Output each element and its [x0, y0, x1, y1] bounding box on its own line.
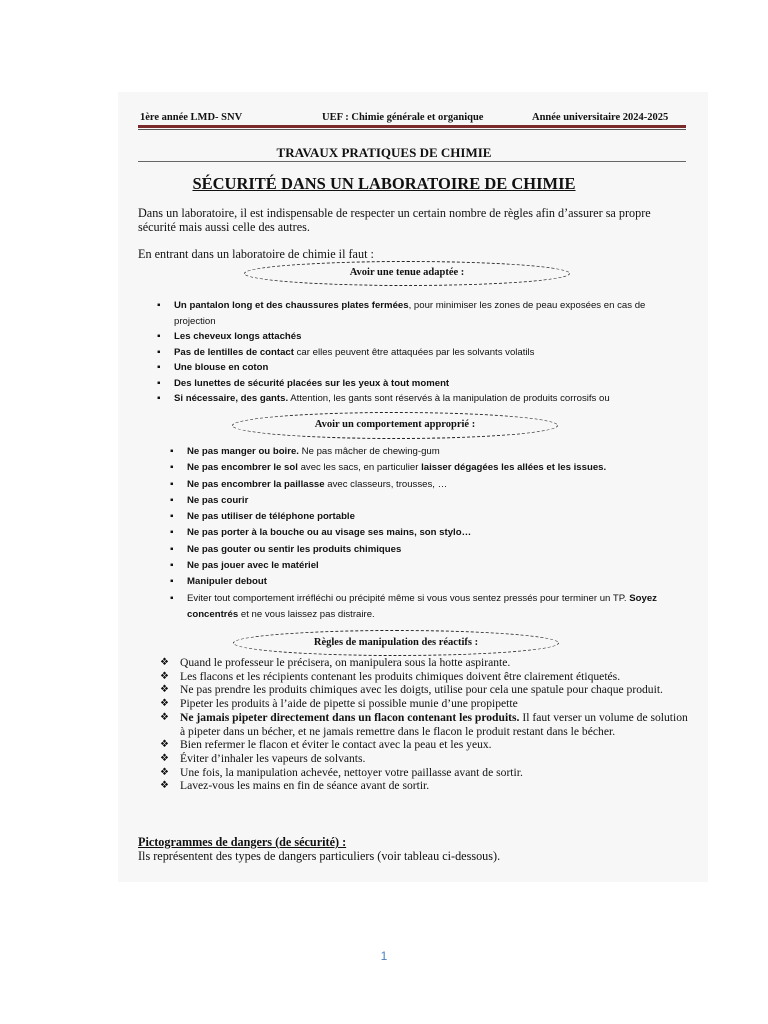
comportement-list [170, 444, 680, 623]
intro-sentence: En entrant dans un laboratoire de chimie il faut : [138, 247, 374, 261]
list-item-text: Bien refermer le flacon et éviter le contact avec la peau et les yeux. [180, 738, 492, 752]
list-item-bold: Ne pas encombrer la paillasse [187, 478, 325, 490]
list-item-bold: Ne jamais pipeter directement dans un flacon contenant les produits. [180, 710, 520, 724]
list-item-text: avec les sacs, en particulier [297, 462, 422, 474]
list-item-bold: Une blouse en coton [174, 362, 269, 373]
list-item [160, 711, 688, 738]
list-item [170, 493, 680, 509]
header-rule [138, 125, 686, 128]
list-item [157, 298, 677, 329]
list-item [157, 345, 677, 361]
list-item [160, 656, 688, 670]
manipulation-list [160, 656, 688, 793]
list-item [160, 766, 688, 780]
list-item [160, 738, 688, 752]
list-item-text: Éviter d’inhaler les vapeurs de solvants. [180, 751, 366, 765]
list-item-bold: Ne pas jouer avec le matériel [187, 560, 319, 572]
list-item-text: Une fois, la manipulation achevée, nettoyer votre paillasse avant de sortir. [180, 765, 523, 779]
list-item-text: Pipeter les produits à l’aide de pipette si possible munie d’une propipette [180, 697, 518, 711]
intro-paragraph: Dans un laboratoire, il est indispensable de respecter un certain nombre de règles afin d’assurer sa propre sécurité mais aussi celle des autres. [138, 206, 651, 234]
list-item [160, 752, 688, 766]
list-item-bold: Ne pas encombrer le sol [187, 462, 298, 474]
pictogrammes-title: Pictogrammes de dangers (de sécurité) : [138, 835, 347, 849]
header-year: Année universitaire 2024-2025 [532, 112, 669, 123]
tenue-list [157, 298, 677, 407]
list-item-text: Les flacons et les récipients contenant les produits chimiques doivent être clairement étiquetés. [180, 669, 621, 683]
tp-title-rule [138, 161, 686, 162]
section-title-tenue: Avoir une tenue adaptée : [349, 267, 465, 278]
list-item-bold: Ne pas porter à la bouche ou au visage ses mains, son stylo… [187, 527, 472, 539]
list-item-text: Quand le professeur le précisera, on manipulera sous la hotte aspirante. [180, 656, 511, 669]
list-item-bold: Ne pas gouter ou sentir les produits chimiques [187, 543, 402, 555]
section-oval-comportement [232, 412, 558, 439]
list-item-bold: Si nécessaire, des gants. [174, 393, 289, 404]
list-item-text: avec classeurs, trousses, … [324, 478, 448, 490]
list-item-bold: Ne pas utiliser de téléphone portable [187, 511, 355, 523]
list-item-bold: Manipuler debout [187, 576, 267, 588]
list-item-text: car elles peuvent être attaquées par les solvants volatils [293, 346, 535, 358]
list-item [160, 779, 688, 793]
section-oval-manipulation [233, 630, 559, 656]
list-item [157, 376, 677, 392]
list-item [170, 542, 680, 558]
list-item [170, 460, 680, 476]
tp-title: TRAVAUX PRATIQUES DE CHIMIE [276, 145, 492, 160]
section-oval-tenue [244, 261, 570, 286]
list-item-bold: Les cheveux longs attachés [174, 331, 302, 342]
list-item [170, 591, 680, 624]
list-item-text: Il faut verser un volume de solution à pipeter dans un bécher, et ne jamais remettre dans le flacon le produit restant dans le bécher. [180, 710, 688, 738]
list-item-bold: Des lunettes de sécurité placées sur les yeux à tout moment [174, 377, 450, 389]
list-item [157, 360, 677, 376]
list-item [170, 574, 680, 590]
list-item-text: Lavez-vous les mains en fin de séance avant de sortir. [180, 779, 430, 793]
header-course: UEF : Chimie générale et organique [322, 112, 484, 123]
page-title: SÉCURITÉ DANS UN LABORATOIRE DE CHIMIE [192, 174, 576, 193]
list-item [170, 444, 680, 460]
list-item [160, 683, 688, 697]
section-title-manipulation: Règles de manipulation des réactifs : [313, 637, 479, 648]
list-item [170, 558, 680, 574]
list-item-text: , pour minimiser les zones de peau exposées en cas de projection [174, 300, 646, 327]
list-item [157, 391, 677, 407]
list-item-bold: laisser dégagées les allées et les issues. [421, 462, 607, 474]
list-item [160, 670, 688, 684]
list-item [157, 329, 677, 345]
list-item-text: Ne pas mâcher de chewing-gum [298, 446, 440, 457]
list-item [160, 697, 688, 711]
list-item-text: Eviter tout comportement irréfléchi ou précipité même si vous vous sentez pressés pour terminer un TP. [187, 592, 630, 604]
list-item-bold: Soyez concentrés [187, 592, 657, 620]
list-item-text: et ne vous laissez pas distraire. [238, 608, 375, 620]
list-item [170, 477, 680, 493]
section-title-comportement: Avoir un comportement approprié : [314, 419, 476, 430]
list-item-bold: Pas de lentilles de contact [174, 346, 294, 358]
list-item-text: Ne pas prendre les produits chimiques avec les doigts, utilise pour cela une spatule pour chaque produit. [180, 683, 663, 697]
list-item-text: Attention, les gants sont réservés à la manipulation de produits corrosifs ou [288, 393, 610, 404]
header-level: 1ère année LMD- SNV [140, 112, 243, 123]
list-item-bold: Ne pas courir [187, 494, 249, 506]
list-item-bold: Un pantalon long et des chaussures plates fermées [174, 300, 409, 311]
page-number: 1 [380, 949, 388, 963]
header-rule-thin [138, 129, 686, 130]
pictogrammes-text: Ils représentent des types de dangers particuliers (voir tableau ci-dessous). [138, 849, 501, 863]
list-item-bold: Ne pas manger ou boire. [187, 446, 299, 457]
list-item [170, 525, 680, 541]
list-item [170, 509, 680, 525]
